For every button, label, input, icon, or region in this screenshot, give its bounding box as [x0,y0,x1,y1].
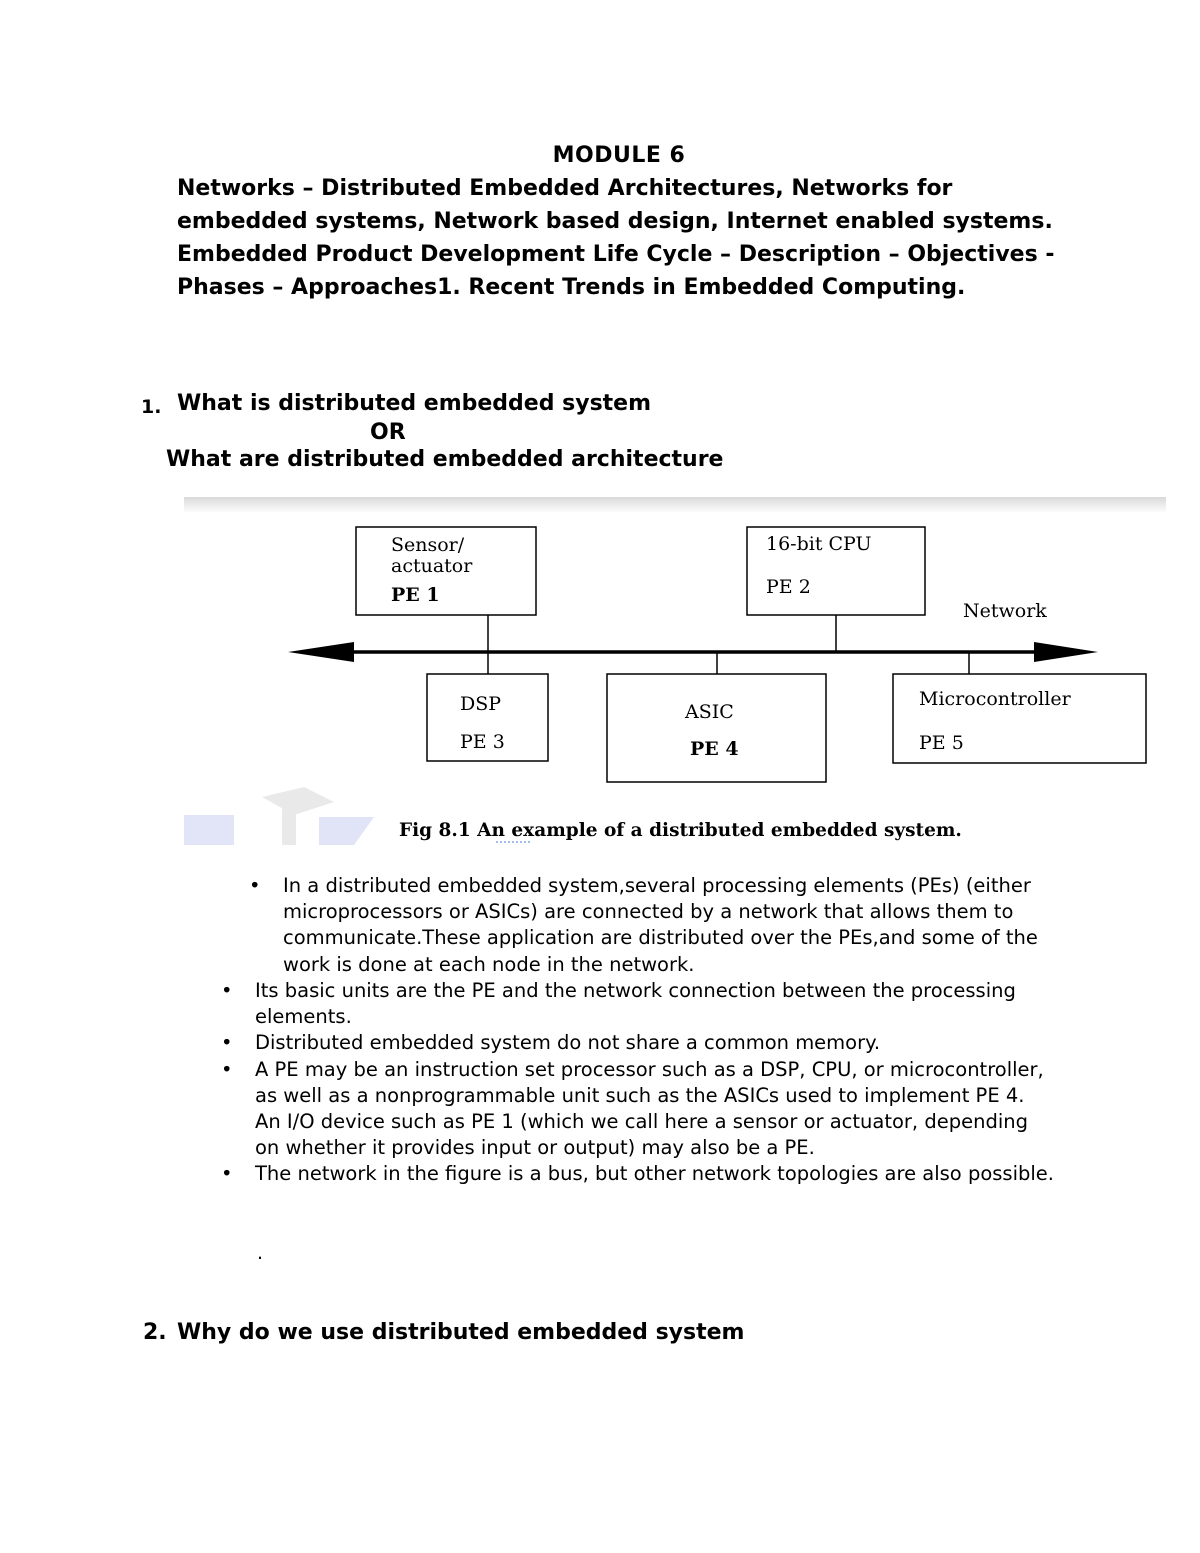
figure-caption: Fig 8.1 An example of a distributed embedded system. [399,820,962,841]
pe4-box [607,674,826,782]
bullet-list-rest [221,978,1055,1188]
pe3-name: DSP [460,693,502,715]
question-2-number: 2. [143,1320,167,1345]
question-1-alt-heading: What are distributed embedded architecture [166,447,724,472]
watermark-logo [184,787,374,845]
pe1-label-line2: actuator [391,555,473,577]
question-2-heading: Why do we use distributed embedded system [177,1320,745,1345]
pe1-id: PE 1 [391,584,440,606]
bullet-text-3: Distributed embedded system do not share a common memory. [255,1031,881,1055]
pe3-id: PE 3 [460,731,505,753]
module-title: MODULE 6 [552,143,686,168]
pe1-label-line1: Sensor/ [391,534,465,556]
figure-top-shade [184,497,1166,513]
bullet-marker: • [249,874,261,897]
question-1-or: OR [370,420,406,445]
bullet-text-5: The network in the figure is a bus, but other network topologies are also possible. [255,1162,1054,1186]
trailing-dot: . [257,1242,264,1264]
bullet-item-3 [221,1030,1055,1056]
bullet-item-4 [221,1057,1055,1162]
question-1-number: 1. [141,396,162,418]
pe5-name: Microcontroller [919,688,1071,710]
network-label: Network [963,600,1047,622]
bullet-item-2 [221,978,1055,1030]
bullet-marker: • [221,1057,233,1081]
pe5-id: PE 5 [919,732,964,754]
bullet-marker: • [221,1162,233,1186]
bullet-list-first [249,873,1073,978]
bullet-item-5 [221,1161,1055,1187]
pe2-id: PE 2 [766,576,811,598]
bullet-marker: • [221,979,233,1002]
pe4-name: ASIC [685,701,734,723]
pe4-id: PE 4 [690,738,739,760]
bullet-marker: • [221,1031,233,1055]
bus-right-arrow [1034,642,1098,662]
bus-left-arrow [288,642,354,662]
question-1-heading: What is distributed embedded system [177,391,652,416]
bullet-item-1 [249,873,1073,978]
distributed-system-figure [184,497,1166,849]
bullet-text-1: In a distributed embedded system,several processing elements (PEs) (either microprocessors or ASICs) are connected by a network that allows them to communicate.These application are distributed over the PEs,and some of the work is done at each node in the network. [283,874,1038,976]
figure-svg [184,497,1166,849]
bullet-text-4: A PE may be an instruction set processor such as a DSP, CPU, or microcontroller, as well as a nonprogrammable unit such as the ASICs used to implement PE 4. An I/O device such as PE 1 (which we call here a sensor or actuator, depending on whether it provides input or output) may also be a PE. [255,1057,1044,1160]
bullet-text-2: Its basic units are the PE and the network connection between the processing elements. [255,979,1016,1029]
pe2-label: 16-bit CPU [766,533,872,555]
syllabus-paragraph: Networks – Distributed Embedded Architectures, Networks for embedded systems, Network based design, Internet enabled systems. Embedded Product Development Life Cycle – Description – Objectives -Phases – Approaches1. Recent Trends in Embedded Computing. [177,176,1055,300]
